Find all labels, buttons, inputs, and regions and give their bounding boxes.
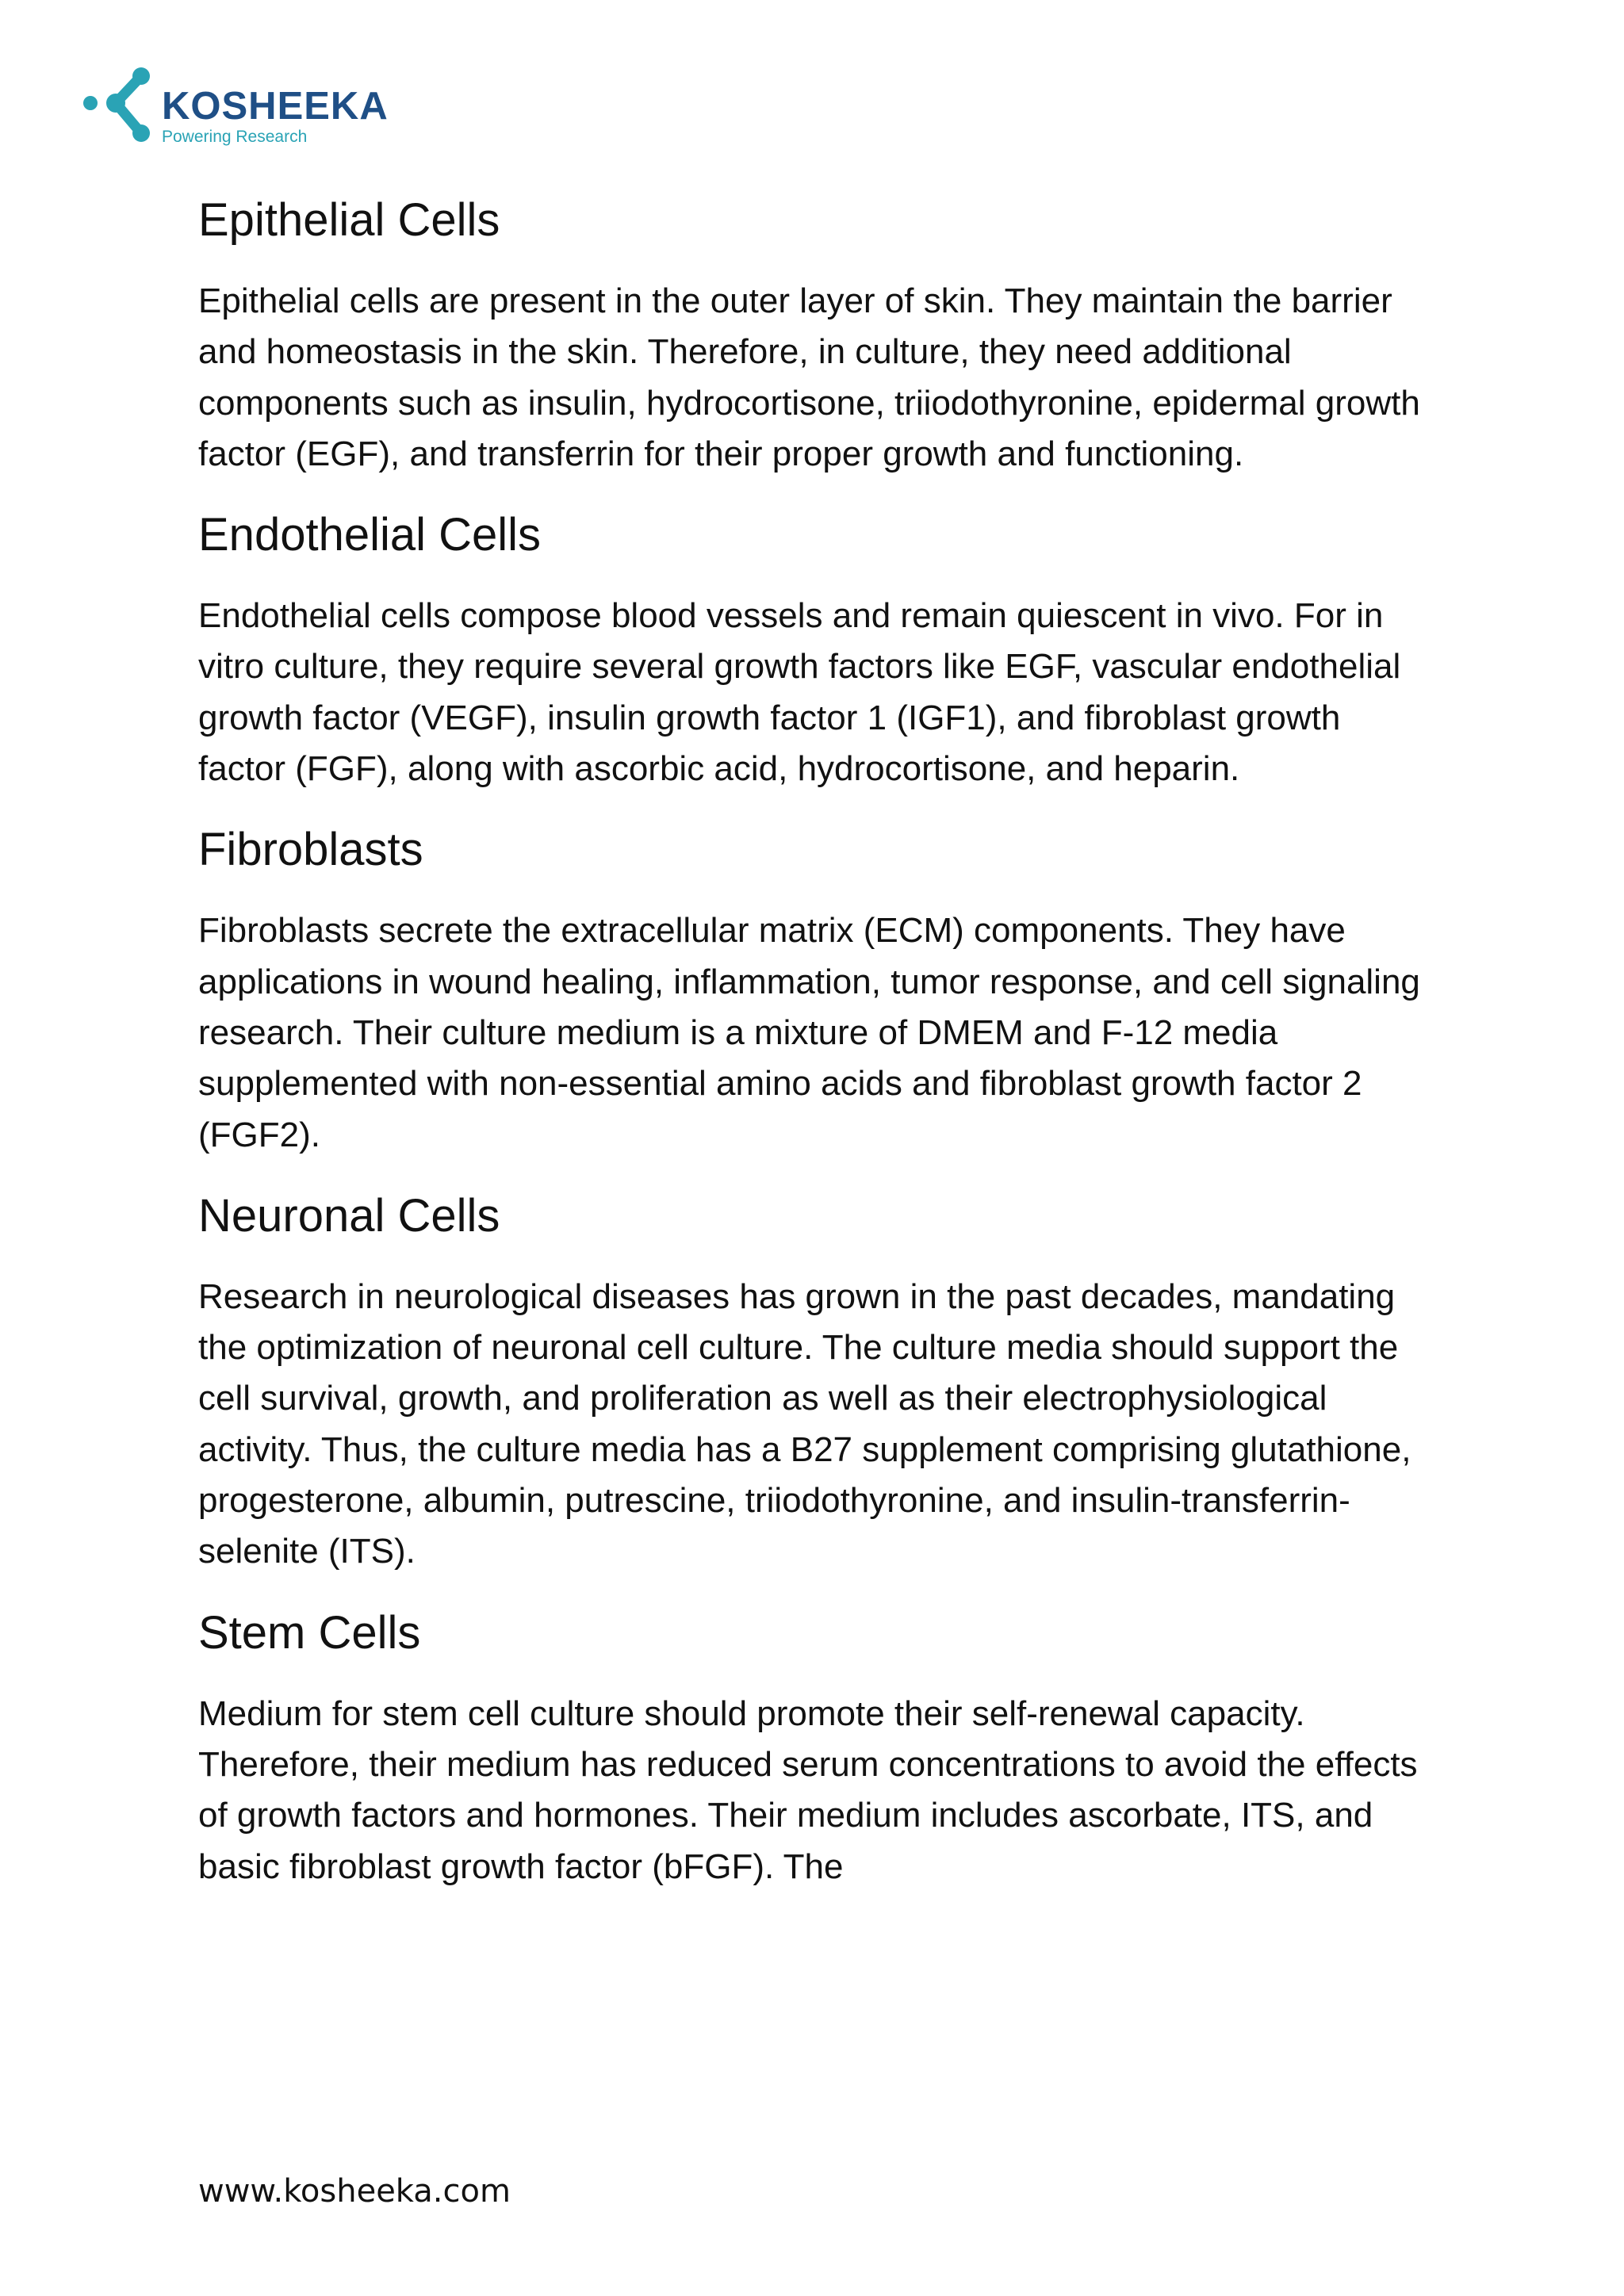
logo-tagline: Powering Research bbox=[162, 128, 308, 146]
section-endothelial-cells bbox=[198, 508, 1435, 794]
footer-website-link[interactable]: www.kosheeka.com bbox=[198, 2173, 511, 2210]
section-paragraph: Medium for stem cell culture should promote their self-renewal capacity. Therefore, their medium has reduced serum concentrations to avoid the effects of growth factors and hormones. Their medium includes ascorbate, ITS, and basic fibroblast growth factor (bFGF). The bbox=[198, 1693, 1418, 1886]
section-paragraph: Endothelial cells compose blood vessels and remain quiescent in vivo. For in vitro culture, they require several growth factors like EGF, vascular endothelial growth factor (VEGF), insulin growth factor 1 (IGF1), and fibroblast growth factor (FGF), along with ascorbic acid, hydrocortisone, and heparin. bbox=[198, 596, 1401, 789]
section-heading: Epithelial Cells bbox=[198, 194, 500, 246]
section-epithelial-cells bbox=[198, 193, 1435, 480]
section-paragraph: Fibroblasts secrete the extracellular matrix (ECM) components. They have applications in wound healing, inflammation, tumor response, and cell signaling research. Their culture medium is a mixture of DMEM and F-12 media supplemented with non-essential amino acids and fibroblast growth factor 2 (FGF2). bbox=[198, 911, 1420, 1154]
document-body bbox=[198, 193, 1435, 1921]
kosheeka-logo bbox=[76, 65, 441, 160]
section-neuronal-cells bbox=[198, 1189, 1435, 1578]
section-heading: Stem Cells bbox=[198, 1606, 421, 1659]
section-heading: Neuronal Cells bbox=[198, 1189, 500, 1242]
section-stem-cells bbox=[198, 1606, 1435, 1892]
logo-name: KOSHEEKA bbox=[162, 85, 389, 128]
section-heading: Fibroblasts bbox=[198, 824, 423, 876]
section-heading: Endothelial Cells bbox=[198, 509, 542, 561]
section-paragraph: Research in neurological diseases has grown in the past decades, mandating the optimization of neuronal cell culture. The culture media should support the cell survival, growth, and proliferation as well as their electrophysiological activity. Thus, the culture media has a B27 supplement comprising glutathione, progesterone, albumin, putrescine, triiodothyronine, and insulin-transferrin-selenite (ITS). bbox=[198, 1276, 1411, 1571]
kosheeka-molecule-logo-icon bbox=[76, 65, 159, 152]
section-paragraph: Epithelial cells are present in the outer layer of skin. They maintain the barrier and homeostasis in the skin. Therefore, in culture, they need additional components such as insulin, hydrocortisone, triiodothyronine, epidermal growth factor (EGF), and transferrin for their proper growth and functioning. bbox=[198, 281, 1420, 473]
section-fibroblasts bbox=[198, 823, 1435, 1160]
